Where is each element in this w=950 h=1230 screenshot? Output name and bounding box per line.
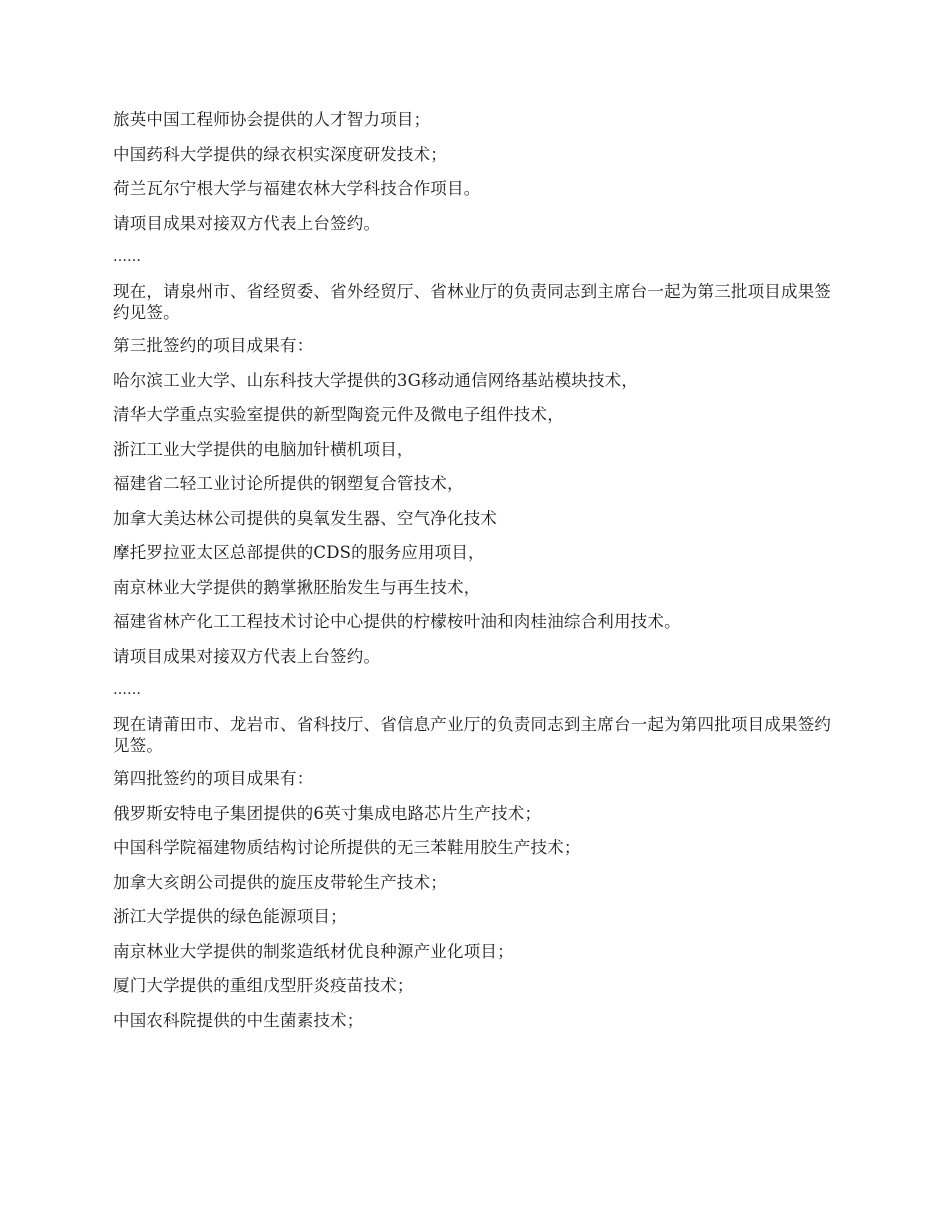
paragraph: 俄罗斯安特电子集团提供的6英寸集成电路芯片生产技术；: [113, 803, 542, 823]
paragraph: 福建省林产化工工程技术讨论中心提供的柠檬桉叶油和肉桂油综合利用技术。: [113, 612, 681, 631]
paragraph: 请项目成果对接双方代表上台签约。: [113, 213, 381, 233]
paragraph: 中国农科院提供的中生菌素技术；: [113, 1010, 364, 1030]
paragraph: 第三批签约的项目成果有：: [113, 336, 314, 355]
paragraph: 旅英中国工程师协会提供的人才智力项目；: [113, 110, 431, 129]
paragraph: 现在，请泉州市、省经贸委、省外经贸厅、省林业厅的负责同志到主席台一起为第三批项目成果签约见签。: [113, 281, 832, 322]
paragraph: 中国药科大学提供的绿衣枳实深度研发技术；: [113, 144, 447, 164]
paragraph: 南京林业大学提供的制浆造纸材优良种源产业化项目；: [113, 941, 514, 961]
paragraph: 浙江大学提供的绿色能源项目；: [113, 907, 347, 926]
paragraph: 厦门大学提供的重组戊型肝炎疫苗技术；: [113, 976, 414, 995]
paragraph: 加拿大亥朗公司提供的旋压皮带轮生产技术；: [113, 872, 447, 892]
paragraph: 南京林业大学提供的鹅掌揪胚胎发生与再生技术，: [113, 577, 481, 597]
paragraph: 清华大学重点实验室提供的新型陶瓷元件及微电子组件技术，: [113, 405, 564, 424]
paragraph: 浙江工业大学提供的电脑加针横机项目，: [113, 439, 414, 459]
ellipsis-separator: ……: [113, 249, 141, 265]
paragraph: 请项目成果对接双方代表上台签约。: [113, 646, 381, 666]
paragraph: 摩托罗拉亚太区总部提供的CDS的服务应用项目，: [113, 543, 485, 562]
paragraph: 荷兰瓦尔宁根大学与福建农林大学科技合作项目。: [113, 179, 481, 198]
document-body: [113, 108, 843, 1043]
ellipsis-separator: ……: [113, 682, 141, 698]
paragraph: 哈尔滨工业大学、山东科技大学提供的3G移动通信网络基站模块技术，: [113, 370, 639, 390]
paragraph: 中国科学院福建物质结构讨论所提供的无三苯鞋用胶生产技术；: [113, 838, 581, 857]
paragraph: 现在请莆田市、龙岩市、省科技厅、省信息产业厅的负责同志到主席台一起为第四批项目成果签约见签。: [113, 714, 832, 755]
paragraph: 加拿大美达林公司提供的臭氧发生器、空气净化技术: [113, 508, 498, 528]
paragraph: 第四批签约的项目成果有：: [113, 769, 314, 788]
paragraph: 福建省二轻工业讨论所提供的钢塑复合管技术，: [113, 474, 464, 493]
